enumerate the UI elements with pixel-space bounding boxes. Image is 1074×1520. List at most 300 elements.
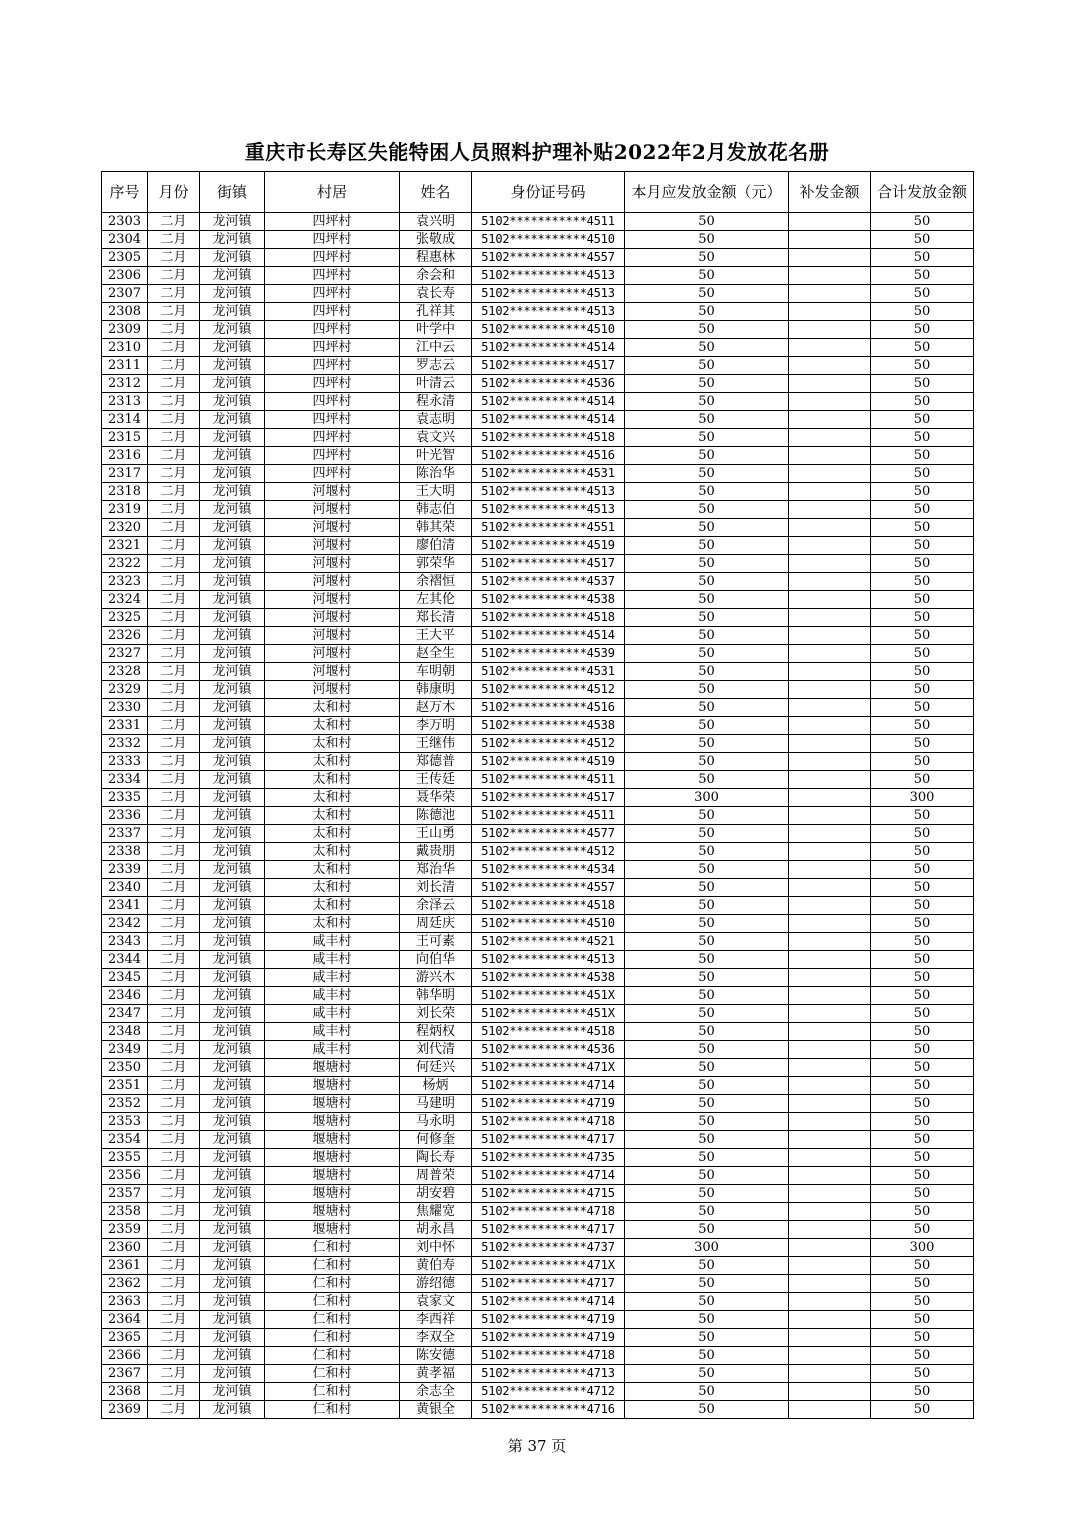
id-number-cell: 5102***********4536: [472, 375, 625, 393]
name-cell: 左其伦: [400, 591, 472, 609]
id-number-cell: 5102***********4577: [472, 825, 625, 843]
total-amount-cell: 50: [871, 897, 974, 915]
name-cell: 陶长寿: [400, 1149, 472, 1167]
town-cell: 龙河镇: [200, 303, 265, 321]
name-cell: 程惠林: [400, 249, 472, 267]
total-amount-cell: 50: [871, 1023, 974, 1041]
name-cell: 余褶恒: [400, 573, 472, 591]
month-cell: 二月: [148, 447, 200, 465]
name-cell: 郑长清: [400, 609, 472, 627]
serial-cell: 2330: [102, 699, 148, 717]
supplement-amount-cell: [789, 555, 871, 573]
serial-cell: 2331: [102, 717, 148, 735]
village-cell: 堰塘村: [265, 1059, 400, 1077]
monthly-amount-cell: 50: [625, 303, 789, 321]
town-cell: 龙河镇: [200, 879, 265, 897]
village-cell: 仁和村: [265, 1383, 400, 1401]
total-amount-cell: 50: [871, 1005, 974, 1023]
monthly-amount-cell: 50: [625, 1311, 789, 1329]
supplement-amount-cell: [789, 267, 871, 285]
name-cell: 袁兴明: [400, 213, 472, 231]
total-amount-cell: 300: [871, 1239, 974, 1257]
month-cell: 二月: [148, 771, 200, 789]
serial-cell: 2347: [102, 1005, 148, 1023]
id-number-cell: 5102***********4719: [472, 1329, 625, 1347]
supplement-amount-cell: [789, 339, 871, 357]
total-amount-cell: 50: [871, 1113, 974, 1131]
table-row: [102, 1293, 974, 1311]
table-row: [102, 771, 974, 789]
serial-cell: 2325: [102, 609, 148, 627]
serial-cell: 2313: [102, 393, 148, 411]
total-amount-cell: 50: [871, 1275, 974, 1293]
serial-cell: 2328: [102, 663, 148, 681]
town-cell: 龙河镇: [200, 951, 265, 969]
village-cell: 四坪村: [265, 411, 400, 429]
table-row: [102, 1383, 974, 1401]
serial-cell: 2338: [102, 843, 148, 861]
town-cell: 龙河镇: [200, 1275, 265, 1293]
table-row: [102, 1311, 974, 1329]
monthly-amount-cell: 50: [625, 753, 789, 771]
village-cell: 河堰村: [265, 681, 400, 699]
supplement-amount-cell: [789, 609, 871, 627]
supplement-amount-cell: [789, 573, 871, 591]
table-row: [102, 825, 974, 843]
monthly-amount-cell: 50: [625, 339, 789, 357]
id-number-cell: 5102***********4718: [472, 1113, 625, 1131]
village-cell: 太和村: [265, 879, 400, 897]
month-cell: 二月: [148, 1113, 200, 1131]
village-cell: 仁和村: [265, 1401, 400, 1419]
total-amount-cell: 50: [871, 1365, 974, 1383]
monthly-amount-cell: 50: [625, 429, 789, 447]
village-cell: 咸丰村: [265, 1041, 400, 1059]
town-cell: 龙河镇: [200, 987, 265, 1005]
table-row: [102, 1401, 974, 1419]
id-number-cell: 5102***********4511: [472, 213, 625, 231]
supplement-amount-cell: [789, 663, 871, 681]
supplement-amount-cell: [789, 1203, 871, 1221]
serial-cell: 2345: [102, 969, 148, 987]
id-number-cell: 5102***********4716: [472, 1401, 625, 1419]
monthly-amount-cell: 50: [625, 1275, 789, 1293]
village-cell: 河堰村: [265, 573, 400, 591]
monthly-amount-cell: 50: [625, 717, 789, 735]
total-amount-cell: 50: [871, 1167, 974, 1185]
table-row: [102, 1365, 974, 1383]
serial-cell: 2312: [102, 375, 148, 393]
table-row: [102, 519, 974, 537]
supplement-amount-cell: [789, 357, 871, 375]
table-row: [102, 681, 974, 699]
total-amount-cell: 50: [871, 1095, 974, 1113]
month-cell: 二月: [148, 1275, 200, 1293]
month-cell: 二月: [148, 339, 200, 357]
name-cell: 韩志伯: [400, 501, 472, 519]
village-cell: 河堰村: [265, 663, 400, 681]
name-cell: 刘中怀: [400, 1239, 472, 1257]
id-number-cell: 5102***********4517: [472, 555, 625, 573]
month-cell: 二月: [148, 1005, 200, 1023]
month-cell: 二月: [148, 969, 200, 987]
table-row: [102, 807, 974, 825]
monthly-amount-cell: 50: [625, 1167, 789, 1185]
table-row: [102, 915, 974, 933]
table-row: [102, 555, 974, 573]
monthly-amount-cell: 50: [625, 1077, 789, 1095]
header-total-amount: 合计发放金额: [871, 172, 974, 213]
monthly-amount-cell: 50: [625, 1383, 789, 1401]
serial-cell: 2346: [102, 987, 148, 1005]
name-cell: 游绍德: [400, 1275, 472, 1293]
monthly-amount-cell: 50: [625, 1257, 789, 1275]
serial-cell: 2356: [102, 1167, 148, 1185]
total-amount-cell: 50: [871, 303, 974, 321]
total-amount-cell: 50: [871, 969, 974, 987]
month-cell: 二月: [148, 1131, 200, 1149]
roster-table: [101, 171, 974, 1419]
id-number-cell: 5102***********4516: [472, 447, 625, 465]
table-row: [102, 663, 974, 681]
table-row: [102, 267, 974, 285]
monthly-amount-cell: 50: [625, 1149, 789, 1167]
supplement-amount-cell: [789, 987, 871, 1005]
town-cell: 龙河镇: [200, 609, 265, 627]
id-number-cell: 5102***********4538: [472, 717, 625, 735]
month-cell: 二月: [148, 321, 200, 339]
name-cell: 王山勇: [400, 825, 472, 843]
name-cell: 韩其荣: [400, 519, 472, 537]
supplement-amount-cell: [789, 1311, 871, 1329]
name-cell: 韩华明: [400, 987, 472, 1005]
serial-cell: 2348: [102, 1023, 148, 1041]
serial-cell: 2323: [102, 573, 148, 591]
name-cell: 马永明: [400, 1113, 472, 1131]
id-number-cell: 5102***********4715: [472, 1185, 625, 1203]
village-cell: 堰塘村: [265, 1113, 400, 1131]
id-number-cell: 5102***********4510: [472, 321, 625, 339]
table-row: [102, 645, 974, 663]
village-cell: 咸丰村: [265, 1023, 400, 1041]
serial-cell: 2320: [102, 519, 148, 537]
serial-cell: 2336: [102, 807, 148, 825]
month-cell: 二月: [148, 681, 200, 699]
name-cell: 程永清: [400, 393, 472, 411]
serial-cell: 2362: [102, 1275, 148, 1293]
table-row: [102, 1203, 974, 1221]
total-amount-cell: 50: [871, 447, 974, 465]
serial-cell: 2355: [102, 1149, 148, 1167]
header-town: 街镇: [200, 172, 265, 213]
total-amount-cell: 50: [871, 1347, 974, 1365]
month-cell: 二月: [148, 357, 200, 375]
village-cell: 堰塘村: [265, 1185, 400, 1203]
total-amount-cell: 50: [871, 321, 974, 339]
town-cell: 龙河镇: [200, 231, 265, 249]
serial-cell: 2326: [102, 627, 148, 645]
monthly-amount-cell: 50: [625, 771, 789, 789]
id-number-cell: 5102***********4517: [472, 357, 625, 375]
month-cell: 二月: [148, 1293, 200, 1311]
monthly-amount-cell: 300: [625, 789, 789, 807]
month-cell: 二月: [148, 249, 200, 267]
id-number-cell: 5102***********4514: [472, 627, 625, 645]
serial-cell: 2333: [102, 753, 148, 771]
table-row: [102, 1059, 974, 1077]
month-cell: 二月: [148, 501, 200, 519]
monthly-amount-cell: 50: [625, 1365, 789, 1383]
supplement-amount-cell: [789, 1257, 871, 1275]
name-cell: 程炳权: [400, 1023, 472, 1041]
table-row: [102, 609, 974, 627]
id-number-cell: 5102***********4714: [472, 1293, 625, 1311]
total-amount-cell: 50: [871, 645, 974, 663]
month-cell: 二月: [148, 1311, 200, 1329]
total-amount-cell: 50: [871, 1059, 974, 1077]
town-cell: 龙河镇: [200, 807, 265, 825]
supplement-amount-cell: [789, 483, 871, 501]
serial-cell: 2369: [102, 1401, 148, 1419]
id-number-cell: 5102***********4514: [472, 411, 625, 429]
table-row: [102, 789, 974, 807]
monthly-amount-cell: 50: [625, 1347, 789, 1365]
supplement-amount-cell: [789, 1347, 871, 1365]
monthly-amount-cell: 50: [625, 321, 789, 339]
town-cell: 龙河镇: [200, 1023, 265, 1041]
total-amount-cell: 50: [871, 213, 974, 231]
total-amount-cell: 50: [871, 1077, 974, 1095]
supplement-amount-cell: [789, 861, 871, 879]
page-title: 重庆市长寿区失能特困人员照料护理补贴2022年2月发放花名册: [244, 140, 830, 164]
total-amount-cell: 50: [871, 735, 974, 753]
name-cell: 王大平: [400, 627, 472, 645]
supplement-amount-cell: [789, 897, 871, 915]
monthly-amount-cell: 50: [625, 483, 789, 501]
table-row: [102, 627, 974, 645]
town-cell: 龙河镇: [200, 1203, 265, 1221]
monthly-amount-cell: 50: [625, 933, 789, 951]
name-cell: 周普荣: [400, 1167, 472, 1185]
supplement-amount-cell: [789, 213, 871, 231]
name-cell: 杨炳: [400, 1077, 472, 1095]
monthly-amount-cell: 50: [625, 393, 789, 411]
town-cell: 龙河镇: [200, 789, 265, 807]
supplement-amount-cell: [789, 303, 871, 321]
table-row: [102, 1077, 974, 1095]
month-cell: 二月: [148, 537, 200, 555]
supplement-amount-cell: [789, 933, 871, 951]
id-number-cell: 5102***********4521: [472, 933, 625, 951]
name-cell: 王可素: [400, 933, 472, 951]
village-cell: 仁和村: [265, 1365, 400, 1383]
town-cell: 龙河镇: [200, 429, 265, 447]
serial-cell: 2364: [102, 1311, 148, 1329]
serial-cell: 2304: [102, 231, 148, 249]
supplement-amount-cell: [789, 915, 871, 933]
total-amount-cell: 50: [871, 1311, 974, 1329]
serial-cell: 2315: [102, 429, 148, 447]
serial-cell: 2317: [102, 465, 148, 483]
total-amount-cell: 50: [871, 1221, 974, 1239]
town-cell: 龙河镇: [200, 1113, 265, 1131]
town-cell: 龙河镇: [200, 1059, 265, 1077]
total-amount-cell: 50: [871, 609, 974, 627]
id-number-cell: 5102***********4735: [472, 1149, 625, 1167]
id-number-cell: 5102***********4513: [472, 267, 625, 285]
supplement-amount-cell: [789, 735, 871, 753]
month-cell: 二月: [148, 429, 200, 447]
month-cell: 二月: [148, 519, 200, 537]
village-cell: 河堰村: [265, 609, 400, 627]
table-row: [102, 393, 974, 411]
town-cell: 龙河镇: [200, 1041, 265, 1059]
month-cell: 二月: [148, 1203, 200, 1221]
supplement-amount-cell: [789, 1365, 871, 1383]
table-row: [102, 375, 974, 393]
name-cell: 叶光智: [400, 447, 472, 465]
month-cell: 二月: [148, 555, 200, 573]
table-row: [102, 879, 974, 897]
table-row: [102, 735, 974, 753]
total-amount-cell: 50: [871, 843, 974, 861]
month-cell: 二月: [148, 285, 200, 303]
id-number-cell: 5102***********471X: [472, 1059, 625, 1077]
village-cell: 堰塘村: [265, 1221, 400, 1239]
town-cell: 龙河镇: [200, 501, 265, 519]
town-cell: 龙河镇: [200, 213, 265, 231]
monthly-amount-cell: 50: [625, 1401, 789, 1419]
name-cell: 余会和: [400, 267, 472, 285]
town-cell: 龙河镇: [200, 411, 265, 429]
name-cell: 游兴木: [400, 969, 472, 987]
serial-cell: 2332: [102, 735, 148, 753]
table-row: [102, 231, 974, 249]
monthly-amount-cell: 50: [625, 1041, 789, 1059]
supplement-amount-cell: [789, 231, 871, 249]
id-number-cell: 5102***********4534: [472, 861, 625, 879]
name-cell: 向伯华: [400, 951, 472, 969]
supplement-amount-cell: [789, 843, 871, 861]
month-cell: 二月: [148, 663, 200, 681]
id-number-cell: 5102***********4513: [472, 303, 625, 321]
total-amount-cell: 50: [871, 537, 974, 555]
total-amount-cell: 50: [871, 411, 974, 429]
serial-cell: 2357: [102, 1185, 148, 1203]
monthly-amount-cell: 50: [625, 267, 789, 285]
monthly-amount-cell: 50: [625, 699, 789, 717]
total-amount-cell: 50: [871, 483, 974, 501]
supplement-amount-cell: [789, 717, 871, 735]
total-amount-cell: 50: [871, 753, 974, 771]
header-monthly-amount: 本月应发放金额（元）: [625, 172, 789, 213]
serial-cell: 2305: [102, 249, 148, 267]
month-cell: 二月: [148, 1239, 200, 1257]
total-amount-cell: 50: [871, 771, 974, 789]
total-amount-cell: 50: [871, 681, 974, 699]
supplement-amount-cell: [789, 519, 871, 537]
table-row: [102, 933, 974, 951]
town-cell: 龙河镇: [200, 843, 265, 861]
table-row: [102, 537, 974, 555]
monthly-amount-cell: 50: [625, 519, 789, 537]
monthly-amount-cell: 300: [625, 1239, 789, 1257]
total-amount-cell: 50: [871, 861, 974, 879]
id-number-cell: 5102***********4719: [472, 1311, 625, 1329]
table-row: [102, 1113, 974, 1131]
month-cell: 二月: [148, 267, 200, 285]
name-cell: 刘代清: [400, 1041, 472, 1059]
id-number-cell: 5102***********4513: [472, 483, 625, 501]
town-cell: 龙河镇: [200, 573, 265, 591]
village-cell: 仁和村: [265, 1311, 400, 1329]
month-cell: 二月: [148, 1023, 200, 1041]
total-amount-cell: 50: [871, 1185, 974, 1203]
serial-cell: 2319: [102, 501, 148, 519]
serial-cell: 2367: [102, 1365, 148, 1383]
town-cell: 龙河镇: [200, 483, 265, 501]
name-cell: 陈治华: [400, 465, 472, 483]
month-cell: 二月: [148, 897, 200, 915]
table-row: [102, 573, 974, 591]
serial-cell: 2350: [102, 1059, 148, 1077]
id-number-cell: 5102***********4513: [472, 285, 625, 303]
total-amount-cell: 50: [871, 1257, 974, 1275]
monthly-amount-cell: 50: [625, 915, 789, 933]
town-cell: 龙河镇: [200, 519, 265, 537]
total-amount-cell: 50: [871, 555, 974, 573]
village-cell: 太和村: [265, 699, 400, 717]
town-cell: 龙河镇: [200, 735, 265, 753]
name-cell: 赵万木: [400, 699, 472, 717]
total-amount-cell: 50: [871, 591, 974, 609]
serial-cell: 2322: [102, 555, 148, 573]
id-number-cell: 5102***********4557: [472, 249, 625, 267]
village-cell: 河堰村: [265, 483, 400, 501]
monthly-amount-cell: 50: [625, 1221, 789, 1239]
supplement-amount-cell: [789, 681, 871, 699]
name-cell: 王继伟: [400, 735, 472, 753]
serial-cell: 2366: [102, 1347, 148, 1365]
table-row: [102, 1257, 974, 1275]
supplement-amount-cell: [789, 591, 871, 609]
id-number-cell: 5102***********4512: [472, 681, 625, 699]
village-cell: 四坪村: [265, 339, 400, 357]
month-cell: 二月: [148, 951, 200, 969]
name-cell: 陈安德: [400, 1347, 472, 1365]
id-number-cell: 5102***********4718: [472, 1347, 625, 1365]
town-cell: 龙河镇: [200, 663, 265, 681]
id-number-cell: 5102***********4512: [472, 843, 625, 861]
name-cell: 李西祥: [400, 1311, 472, 1329]
village-cell: 堰塘村: [265, 1131, 400, 1149]
name-cell: 聂华荣: [400, 789, 472, 807]
village-cell: 堰塘村: [265, 1203, 400, 1221]
town-cell: 龙河镇: [200, 897, 265, 915]
id-number-cell: 5102***********4537: [472, 573, 625, 591]
supplement-amount-cell: [789, 249, 871, 267]
village-cell: 仁和村: [265, 1293, 400, 1311]
village-cell: 太和村: [265, 717, 400, 735]
name-cell: 胡安碧: [400, 1185, 472, 1203]
total-amount-cell: 50: [871, 393, 974, 411]
table-row: [102, 429, 974, 447]
id-number-cell: 5102***********4518: [472, 429, 625, 447]
village-cell: 堰塘村: [265, 1077, 400, 1095]
id-number-cell: 5102***********4517: [472, 789, 625, 807]
town-cell: 龙河镇: [200, 627, 265, 645]
total-amount-cell: 50: [871, 339, 974, 357]
